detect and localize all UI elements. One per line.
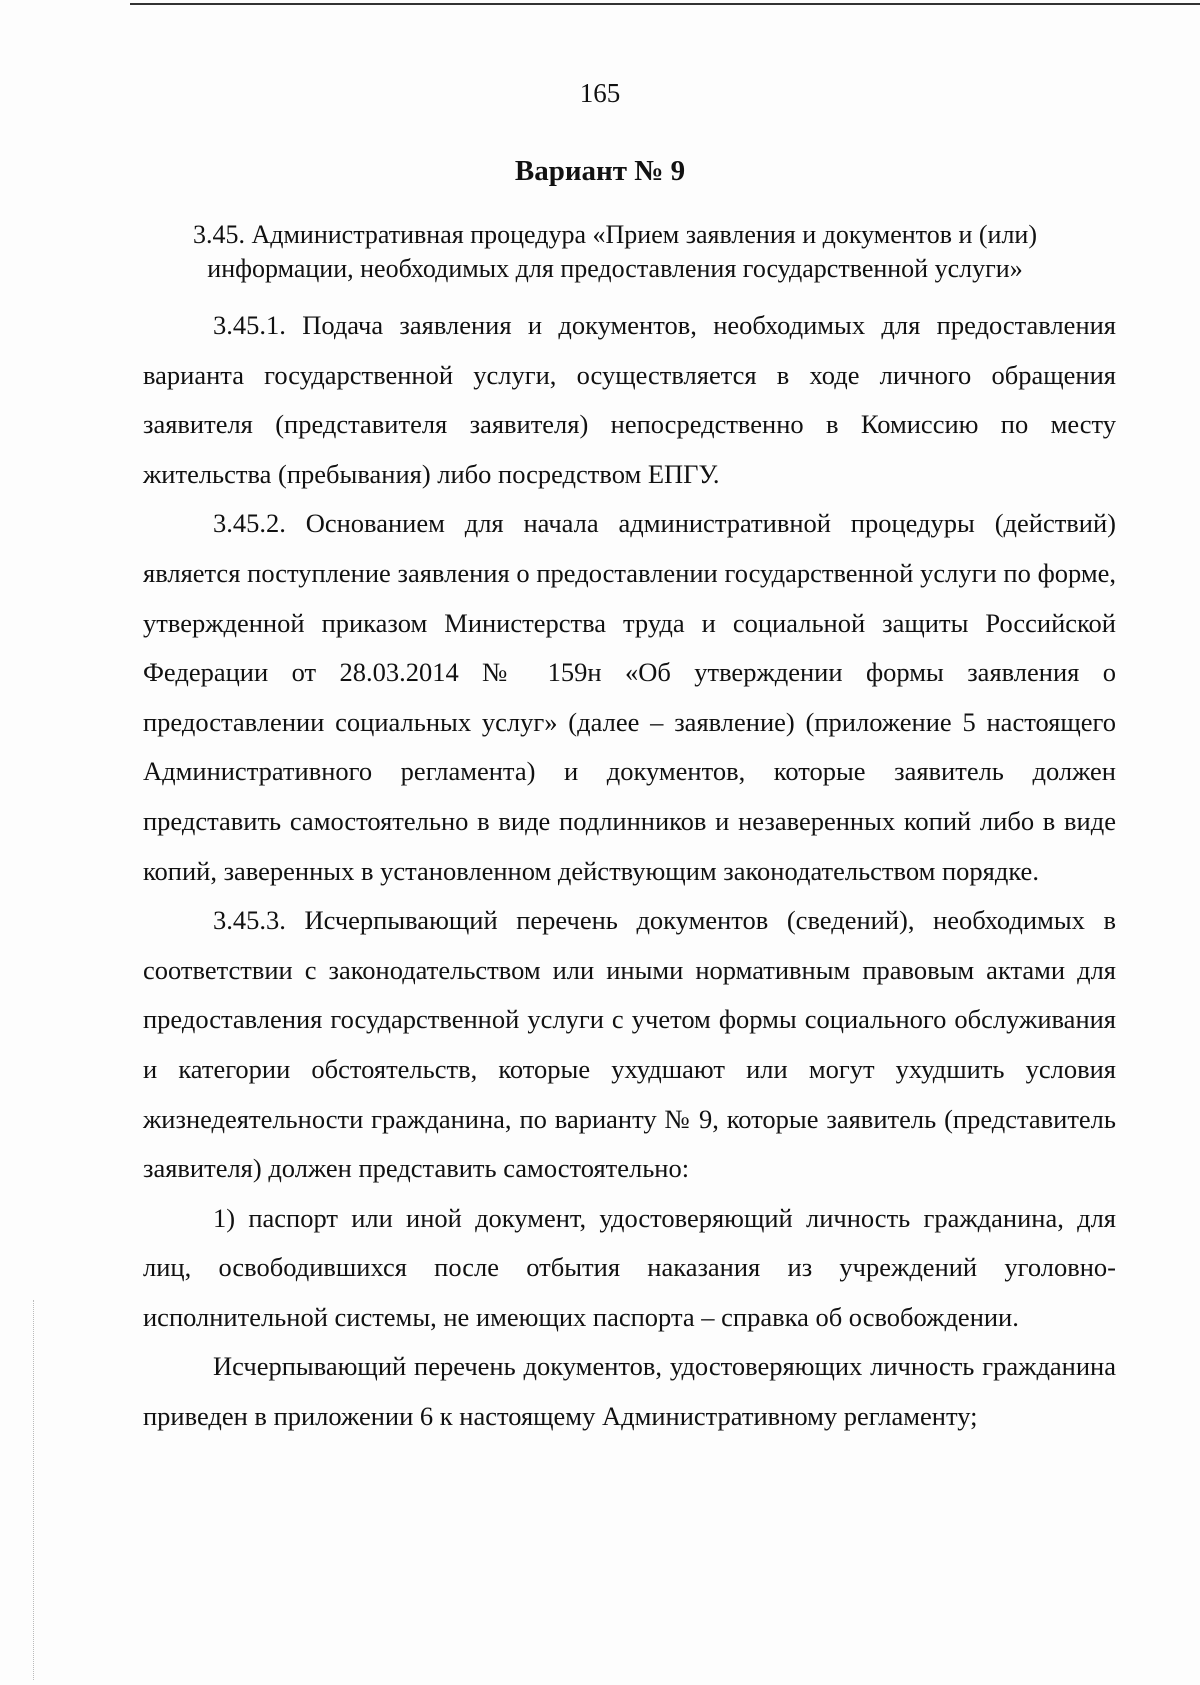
page-number: 165 [579, 78, 621, 108]
paragraph: Исчерпывающий перечень документов, удостоверяющих личность гражданина приведен в приложении 6 к настоящему Административному регламенту; [143, 1351, 1116, 1432]
paragraph: 3.45.1. Подача заявления и документов, необходимых для предоставления варианта государственной услуги, осуществляется в ходе личного обращения заявителя (представителя заявителя) непосредственно в Комиссию по месту жительства (пребывания) либо посредством ЕПГУ. [143, 310, 1116, 489]
scan-edge-artifact [33, 1300, 35, 1680]
paragraph: 1) паспорт или иной документ, удостоверяющий личность гражданина, для лиц, освободившихся после отбытия наказания из учреждений уголовно-исполнительной системы, не имеющих паспорта – справка об освобождении. [143, 1202, 1116, 1332]
top-border-line [130, 3, 1200, 5]
body-text [143, 301, 1116, 1442]
paragraph: 3.45.3. Исчерпывающий перечень документов (сведений), необходимых в соответствии с законодательством или иными нормативным правовым актами для предоставления государственной услуги с учетом формы социального обслуживания и категории обстоятельств, которые ухудшают или могут ухудшить условия жизнедеятельности гражданина, по варианту № 9, которые заявитель (представитель заявителя) должен представить самостоятельно: [143, 905, 1116, 1184]
paragraph: 3.45.2. Основанием для начала административной процедуры (действий) является поступление заявления о предоставлении государственной услуги по форме, утвержденной приказом Министерства труда и социальной защиты Российской Федерации от 28.03.2014 № 159н «Об утверждении формы заявления о предоставлении социальных услуг» (далее – заявление) (приложение 5 настоящего Административного регламента) и документов, которые заявитель должен представить самостоятельно в виде подлинников и незаверенных копий либо в виде копий, заверенных в установленном действующим законодательством порядке. [143, 508, 1116, 886]
variant-title: Вариант № 9 [514, 155, 686, 187]
section-heading: 3.45. Административная процедура «Прием заявления и документов и (или) информации, необходимых для предоставления государственной услуги» [192, 220, 1038, 283]
